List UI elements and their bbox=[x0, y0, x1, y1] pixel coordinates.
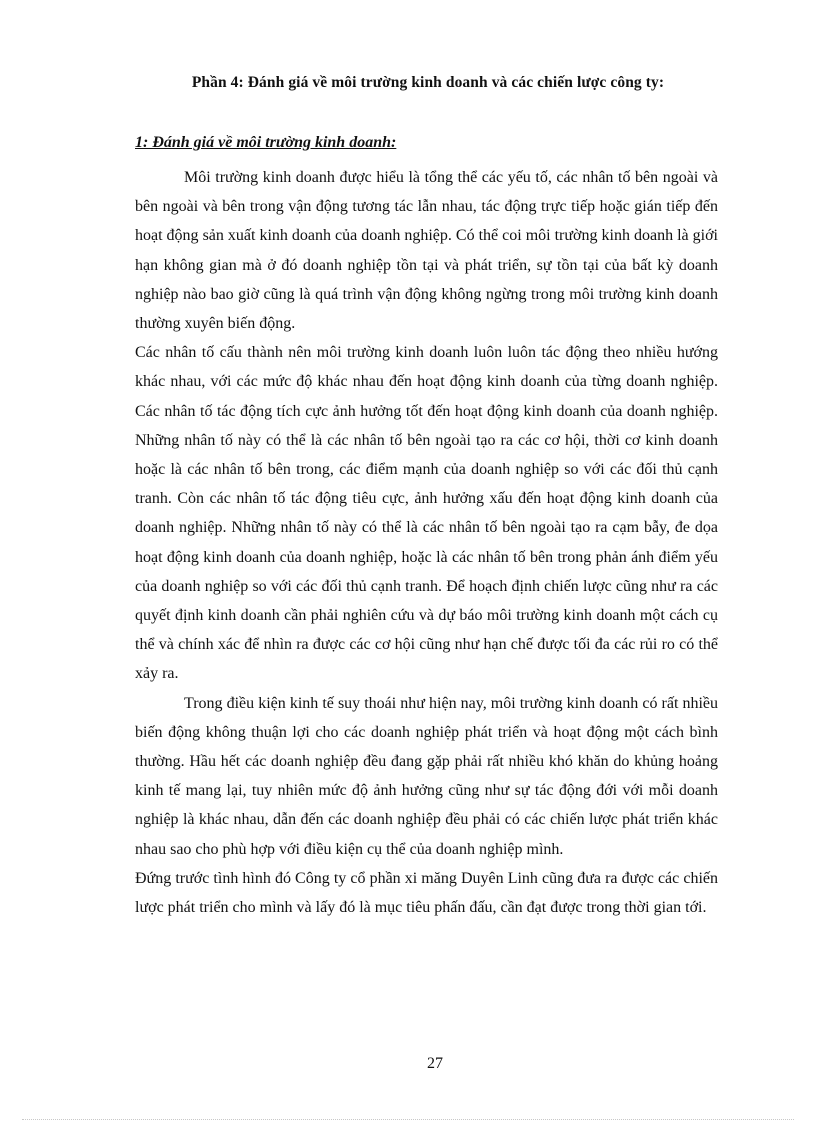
document-title: Phần 4: Đánh giá về môi trường kinh doanh và các chiến lược công ty: bbox=[191, 74, 665, 91]
paragraph: Đứng trước tình hình đó Công ty cổ phần xi măng Duyên Linh cũng đưa ra được các chiến lược phát triển cho mình và lấy đó là mục tiêu phấn đấu, cần đạt được trong thời gian tới. bbox=[135, 869, 718, 917]
section-heading: 1: Đánh giá về môi trường kinh doanh: bbox=[135, 134, 397, 151]
paragraph: Môi trường kinh doanh được hiểu là tổng thể các yếu tố, các nhân tố bên ngoài và bên ngoài và bên trong vận động tương tác lẫn nhau, tác động trực tiếp hoặc gián tiếp đến hoạt động sản xuất kinh doanh của doanh nghiệp. Có thể coi môi trường kinh doanh là giới hạn không gian mà ở đó doanh nghiệp tồn tại và phát triển, sự tồn tại của bất kỳ doanh nghiệp nào bao giờ cũng là quá trình vận động không ngừng trong môi trường kinh doanh thường xuyên biến động. bbox=[135, 169, 718, 333]
paragraph: Các nhân tố cấu thành nên môi trường kinh doanh luôn luôn tác động theo nhiều hướng khác nhau, với các mức độ khác nhau đến hoạt động kinh doanh của từng doanh nghiệp. Các nhân tố tác động tích cực ảnh hưởng tốt đến hoạt động kinh doanh của doanh nghiệp. Những nhân tố này có thể là các nhân tố bên ngoài tạo ra các cơ hội, thời cơ kinh doanh hoặc là các nhân tố bên trong, các điểm mạnh của doanh nghiệp so với các đối thủ cạnh tranh. Còn các nhân tố tác động tiêu cực, ảnh hưởng xấu đến hoạt động kinh doanh của doanh nghiệp. Những nhân tố này có thể là các nhân tố bên ngoài tạo ra cạm bẫy, đe dọa hoạt động kinh doanh của doanh nghiệp, hoặc là các nhân tố bên trong phản ánh điểm yếu của doanh nghiệp so với các đối thủ cạnh tranh. Để hoạch định chiến lược cũng như ra các quyết định kinh doanh cần phải nghiên cứu và dự báo môi trường kinh doanh một cách cụ thể và chính xác để nhìn ra được các cơ hội cũng như hạn chế được tối đa các rủi ro có thể xảy ra. bbox=[135, 344, 718, 683]
body-text bbox=[135, 163, 718, 922]
footer-divider bbox=[22, 1119, 794, 1120]
page-number: 27 bbox=[427, 1055, 443, 1072]
paragraph: Trong điều kiện kinh tế suy thoái như hiện nay, môi trường kinh doanh có rất nhiều biến động không thuận lợi cho các doanh nghiệp phát triển và hoạt động một cách bình thường. Hầu hết các doanh nghiệp đều đang gặp phải rất nhiều khó khăn do khủng hoảng kinh tế mang lại, tuy nhiên mức độ ảnh hưởng cũng như sự tác động đới với mỗi doanh nghiệp là khác nhau, dẫn đến các doanh nghiệp đều phải có các chiến lược phát triển khác nhau sao cho phù hợp với điều kiện cụ thể của doanh nghiệp mình. bbox=[135, 694, 718, 858]
